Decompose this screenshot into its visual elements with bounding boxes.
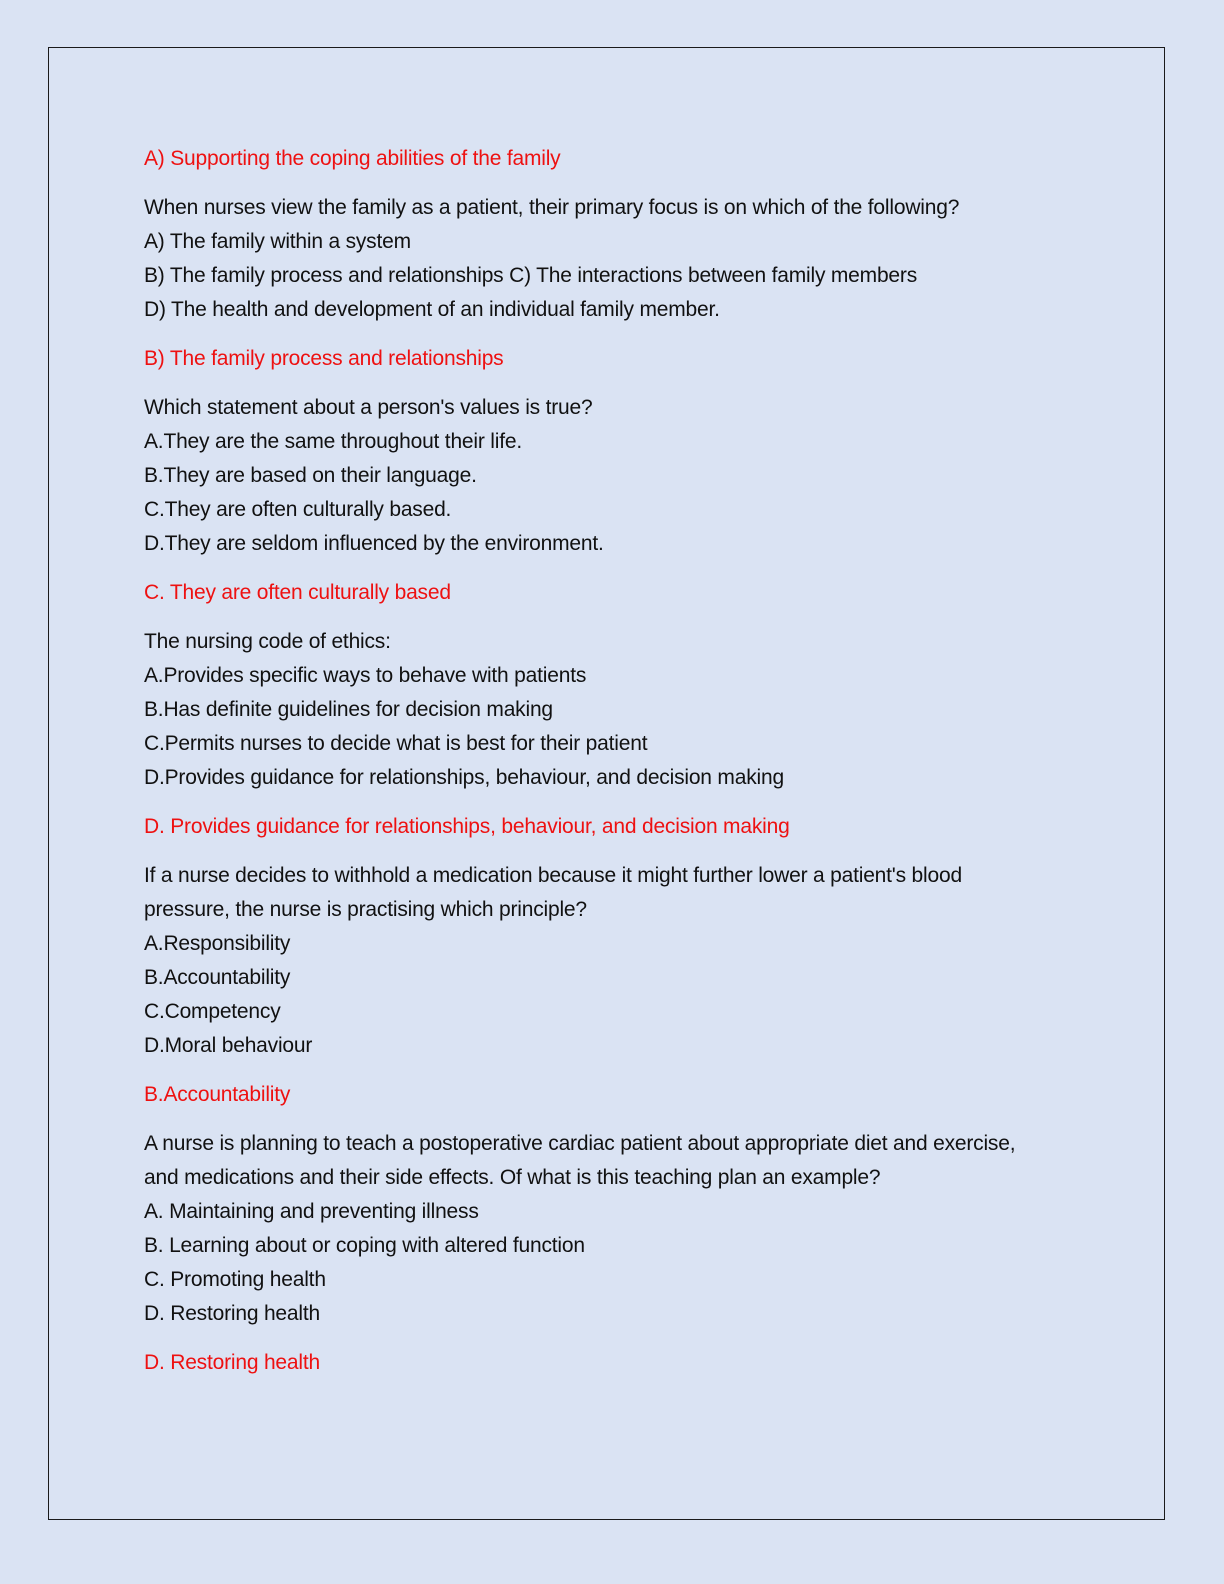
option-b: B.Accountability xyxy=(144,966,291,989)
question-text-continued: pressure, the nurse is practising which principle? xyxy=(144,898,587,921)
question-text: Which statement about a person's values is true? xyxy=(144,396,593,419)
option-d: D) The health and development of an individual family member. xyxy=(144,298,720,321)
answer: C. They are often culturally based xyxy=(144,581,451,604)
document-content xyxy=(144,142,1104,1380)
question-block xyxy=(144,859,1104,1127)
option-c: C.Competency xyxy=(144,1000,281,1023)
option-d: D.Moral behaviour xyxy=(144,1034,313,1057)
answer: D. Provides guidance for relationships, behaviour, and decision making xyxy=(144,815,790,838)
option-c: C. Promoting health xyxy=(144,1268,326,1291)
question-text: When nurses view the family as a patient, their primary focus is on which of the following? xyxy=(144,196,960,219)
question-block xyxy=(144,1127,1104,1380)
option-b: B) The family process and relationships C) The interactions between family members xyxy=(144,264,917,287)
option-a: A.Provides specific ways to behave with patients xyxy=(144,664,587,687)
option-a: A.Responsibility xyxy=(144,932,291,955)
answer: B.Accountability xyxy=(144,1083,291,1106)
option-b: B.They are based on their language. xyxy=(144,464,477,487)
option-c: C.Permits nurses to decide what is best for their patient xyxy=(144,732,648,755)
option-a: A.They are the same throughout their life. xyxy=(144,430,522,453)
question-block xyxy=(144,191,1104,391)
option-b: B.Has definite guidelines for decision making xyxy=(144,698,553,721)
option-a: A. Maintaining and preventing illness xyxy=(144,1200,479,1223)
option-d: D.They are seldom influenced by the environment. xyxy=(144,532,604,555)
question-text-continued: and medications and their side effects. Of what is this teaching plan an example? xyxy=(144,1166,881,1189)
option-c: C.They are often culturally based. xyxy=(144,498,452,521)
option-d: D. Restoring health xyxy=(144,1302,320,1325)
question-text: If a nurse decides to withhold a medication because it might further lower a patient's blood xyxy=(144,864,962,887)
option-d: D.Provides guidance for relationships, behaviour, and decision making xyxy=(144,766,784,789)
answer: D. Restoring health xyxy=(144,1351,320,1374)
option-b: B. Learning about or coping with altered function xyxy=(144,1234,585,1257)
option-a: A) The family within a system xyxy=(144,230,411,253)
question-block xyxy=(144,391,1104,625)
question-text: A nurse is planning to teach a postoperative cardiac patient about appropriate diet and exercise, xyxy=(144,1132,1016,1155)
question-block xyxy=(144,625,1104,859)
question-text: The nursing code of ethics: xyxy=(144,630,391,653)
intro-answer: A) Supporting the coping abilities of the family xyxy=(144,147,561,170)
answer: B) The family process and relationships xyxy=(144,347,504,370)
